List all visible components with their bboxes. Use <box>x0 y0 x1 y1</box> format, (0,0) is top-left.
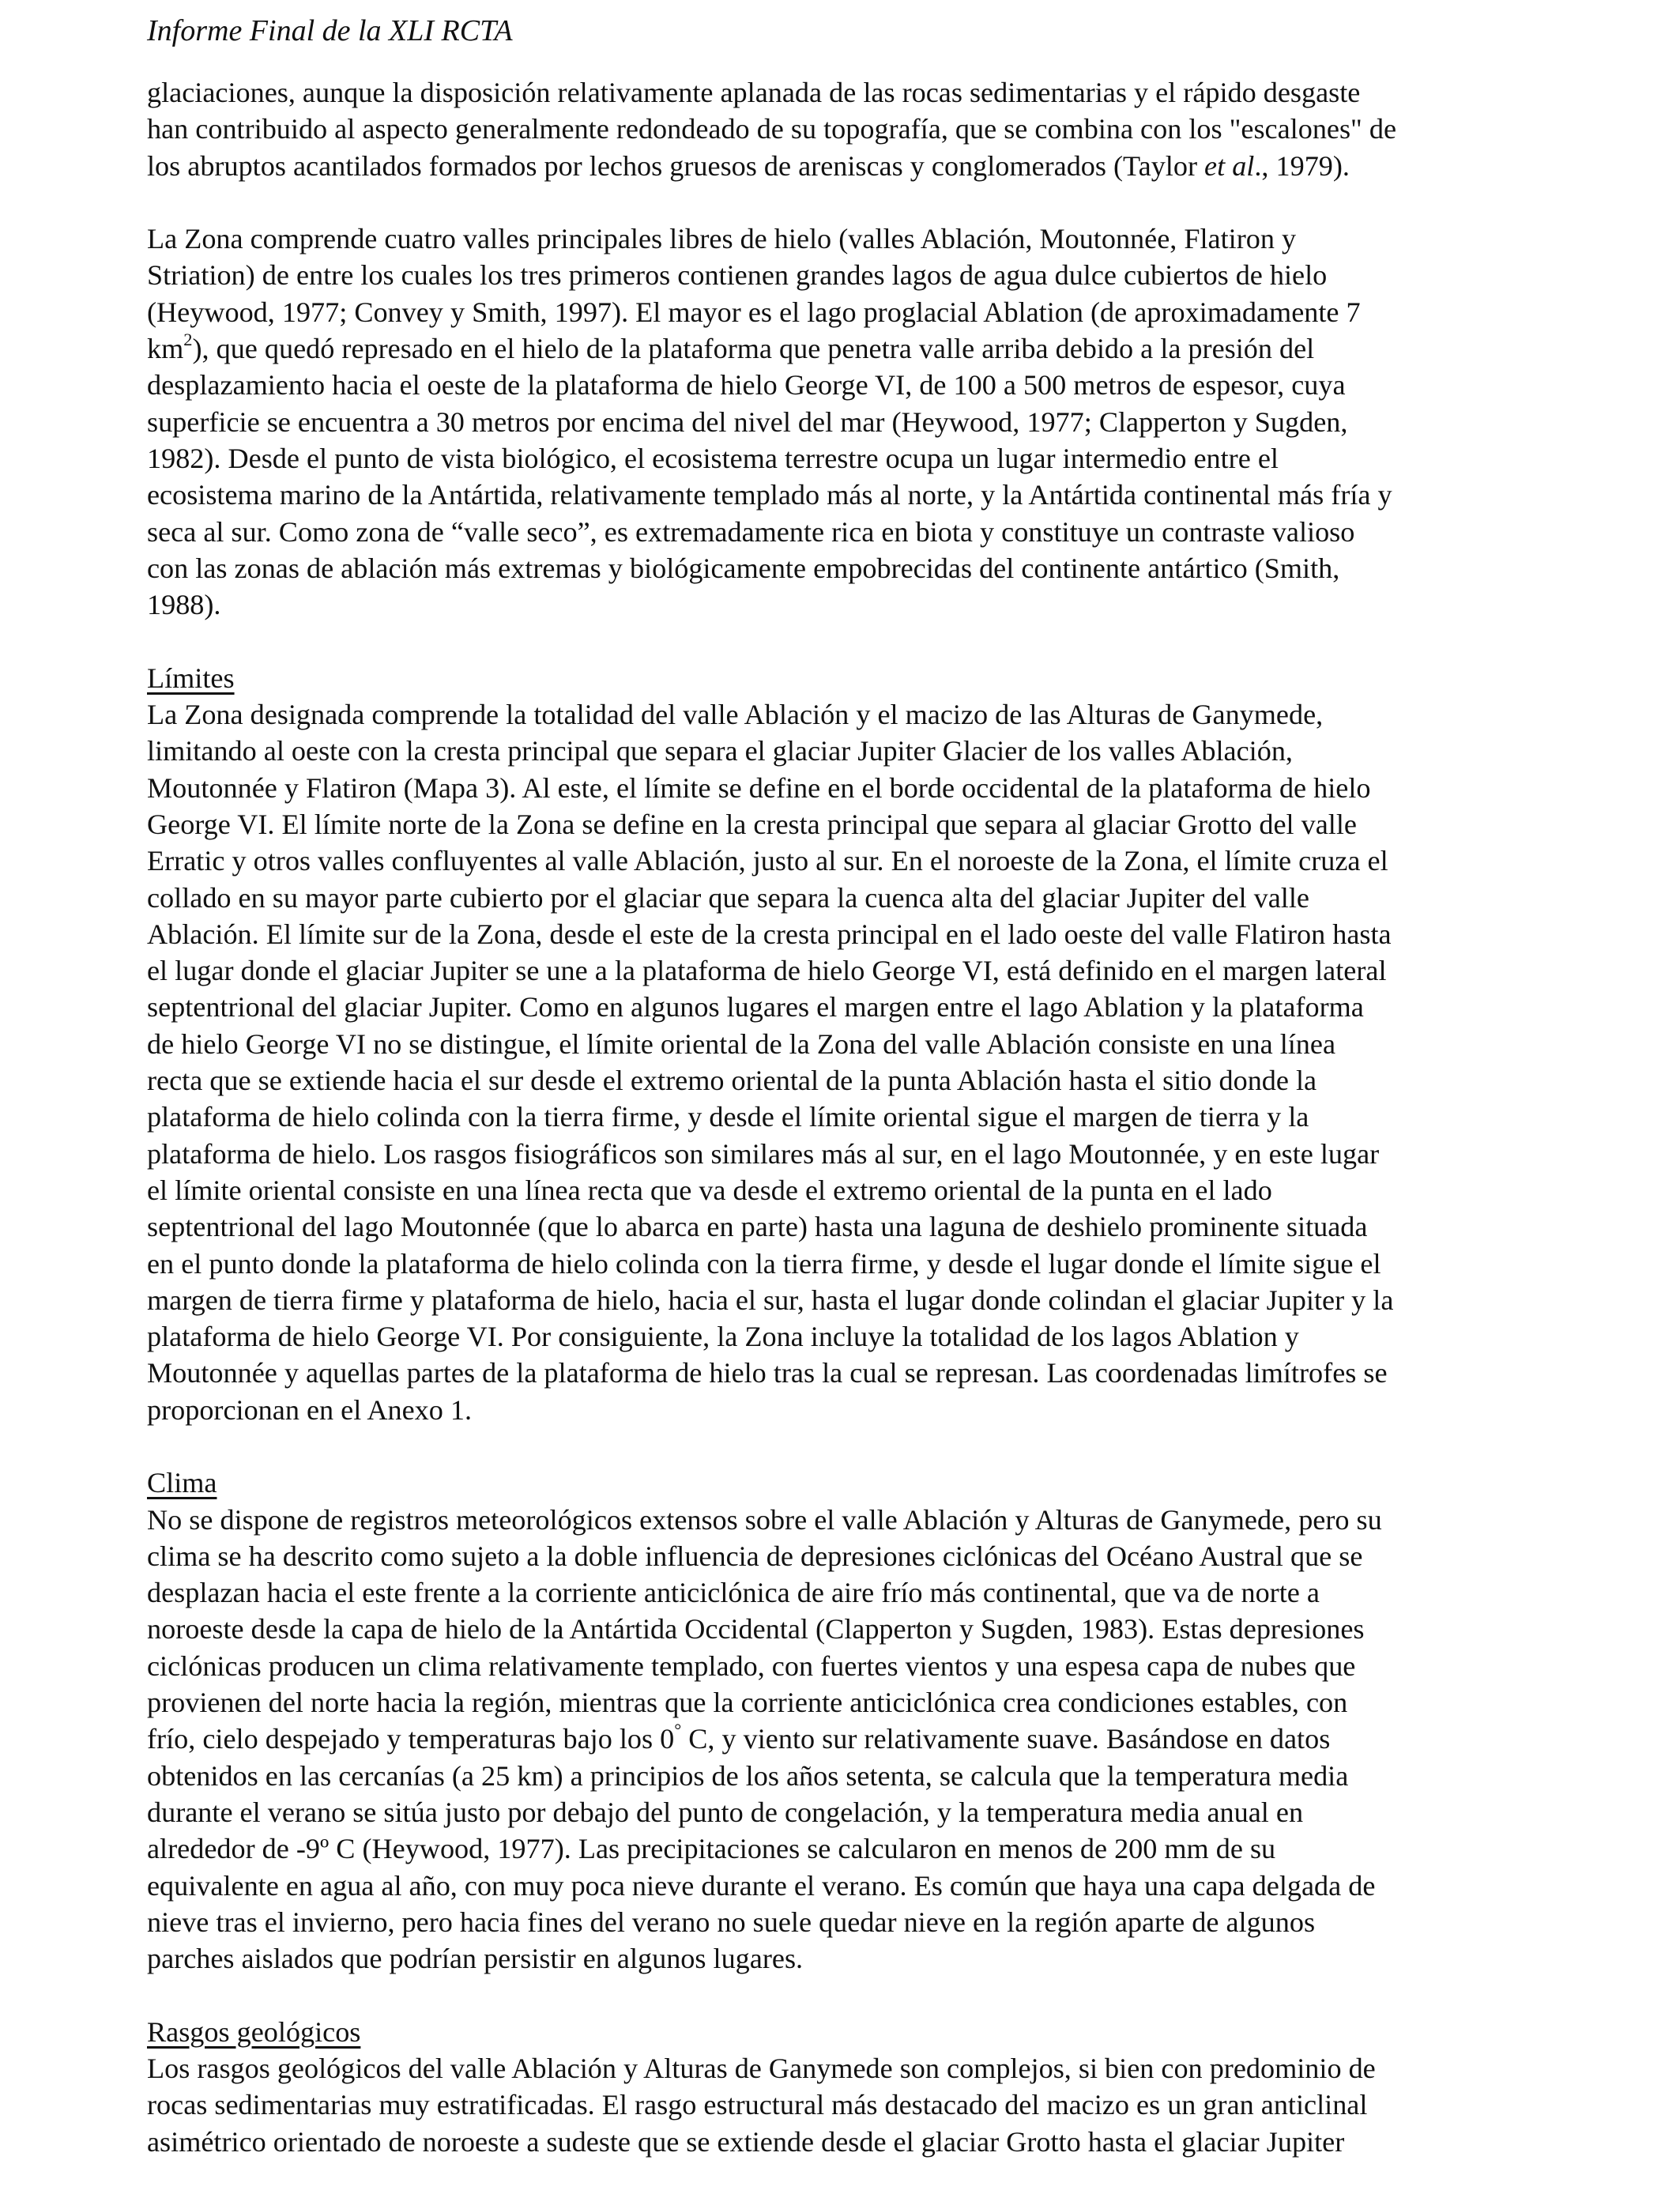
text-line: limitando al oeste con la cresta principal que separa el glaciar Jupiter Glacier de los valles Ablación, <box>147 735 1293 767</box>
text-line: de hielo George VI no se distingue, el límite oriental de la Zona del valle Ablación consiste en una línea <box>147 1027 1336 1060</box>
text-run: ), que quedó represado en el hielo de la plataforma que penetra valle arriba debido a la presión del <box>192 333 1315 365</box>
text-line: nieve tras el invierno, pero hacia fines del verano no suele quedar nieve en la región aparte de algunos <box>147 1906 1316 1938</box>
text-line: clima se ha descrito como sujeto a la doble influencia de depresiones ciclónicas del Océano Austral que se <box>147 1540 1363 1572</box>
text-line: La Zona designada comprende la totalidad del valle Ablación y el macizo de las Alturas de Ganymede, <box>147 699 1324 731</box>
text-line: el lugar donde el glaciar Jupiter se une a la plataforma de hielo George VI, está definido en el margen lateral <box>147 955 1387 987</box>
section-limites <box>147 660 1534 1428</box>
paragraph-geomorphology <box>147 74 1534 184</box>
text-line: septentrional del lago Moutonnée (que lo abarca en parte) hasta una laguna de deshielo prominente situada <box>147 1211 1368 1243</box>
text-line: 1982). Desde el punto de vista biológico, el ecosistema terrestre ocupa un lugar intermedio entre el <box>147 442 1279 474</box>
text-line: noroeste desde la capa de hielo de la Antártida Occidental (Clapperton y Sugden, 1983). Estas depresiones <box>147 1613 1365 1646</box>
text-line: plataforma de hielo George VI. Por consiguiente, la Zona incluye la totalidad de los lagos Ablation y <box>147 1321 1299 1353</box>
text-line: han contribuido al aspecto generalmente redondeado de su topografía, que se combina con los "escalones" de <box>147 113 1397 145</box>
text-line: rocas sedimentarias muy estratificadas. El rasgo estructural más destacado del macizo es un gran anticlinal <box>147 2089 1368 2121</box>
text-line: Ablación. El límite sur de la Zona, desde el este de la cresta principal en el lado oeste del valle Flatiron hasta <box>147 918 1392 950</box>
section-heading-limites: Límites <box>147 662 235 694</box>
superscript: 2 <box>183 329 193 349</box>
paragraph-valleys <box>147 221 1534 623</box>
text-line: seca al sur. Como zona de “valle seco”, es extremadamente rica en biota y constituye un contraste valioso <box>147 515 1355 548</box>
text-line: plataforma de hielo colinda con la tierra firme, y desde el límite oriental sigue el margen de tierra y la <box>147 1101 1309 1133</box>
text-line: parches aislados que podrían persistir en algunos lugares. <box>147 1943 804 1975</box>
text-line: Erratic y otros valles confluyentes al valle Ablación, justo al sur. En el noroeste de la Zona, el límite cruza el <box>147 845 1388 877</box>
section-clima <box>147 1465 1534 1977</box>
text-line: durante el verano se sitúa justo por debajo del punto de congelación, y la temperatura media anual en <box>147 1796 1304 1828</box>
text-run: km <box>147 333 184 365</box>
text-line <box>147 330 1534 367</box>
text-line: margen de tierra firme y plataforma de hielo, hacia el sur, hasta el lugar donde colindan el glaciar Jupiter y la <box>147 1284 1394 1316</box>
text-line: La Zona comprende cuatro valles principales libres de hielo (valles Ablación, Moutonnée, Flatiron y <box>147 223 1297 255</box>
italic-text: et al <box>1204 149 1255 182</box>
section-rasgos-geologicos <box>147 2014 1534 2160</box>
text-line: plataforma de hielo. Los rasgos fisiográficos son similares más al sur, en el lago Moutonnée, y en este lugar <box>147 1137 1380 1170</box>
text-line: desplazamiento hacia el oeste de la plataforma de hielo George VI, de 100 a 500 metros de espesor, cuya <box>147 369 1346 401</box>
text-line: asimétrico orientado de noroeste a sudeste que se extiende desde el glaciar Grotto hasta el glaciar Jupiter <box>147 2125 1345 2158</box>
text-line: ecosistema marino de la Antártida, relativamente templado más al norte, y la Antártida continental más fría y <box>147 479 1392 511</box>
text-line: (Heywood, 1977; Convey y Smith, 1997). El mayor es el lago proglacial Ablation (de aproximadamente 7 <box>147 296 1361 328</box>
text-line: superficie se encuentra a 30 metros por encima del nivel del mar (Heywood, 1977; Clapperton y Sugden, <box>147 405 1348 438</box>
text-line <box>147 1721 1534 1757</box>
text-line: equivalente en agua al año, con muy poca nieve durante el verano. Es común que haya una capa delgada de <box>147 1869 1376 1902</box>
text-line: Los rasgos geológicos del valle Ablación y Alturas de Ganymede son complejos, si bien con predominio de <box>147 2053 1376 2085</box>
text-line <box>147 148 1534 184</box>
text-line: en el punto donde la plataforma de hielo colinda con la tierra firme, y desde el lugar donde el límite sigue el <box>147 1247 1381 1280</box>
superscript: ° <box>674 1719 682 1740</box>
text-line: alrededor de -9º C (Heywood, 1977). Las precipitaciones se calcularon en menos de 200 mm de su <box>147 1833 1276 1865</box>
text-line: desplazan hacia el este frente a la corriente anticiclónica de aire frío más continental, que va de norte a <box>147 1577 1320 1609</box>
text-line: Moutonnée y aquellas partes de la plataforma de hielo tras la cual se represan. Las coordenadas limítrofes se <box>147 1357 1388 1389</box>
text-line: provienen del norte hacia la región, mientras que la corriente anticiclónica crea condiciones estables, con <box>147 1687 1348 1719</box>
text-run: los abruptos acantilados formados por lechos gruesos de areniscas y conglomerados (Taylor <box>147 149 1205 182</box>
text-run: frío, cielo despejado y temperaturas bajo los 0 <box>147 1723 675 1755</box>
document-body <box>147 74 1534 2160</box>
text-line: 1988). <box>147 589 221 621</box>
text-run: C, y viento sur relativamente suave. Basándose en datos <box>681 1723 1331 1755</box>
text-line: No se dispone de registros meteorológicos extensos sobre el valle Ablación y Alturas de Ganymede, pero su <box>147 1503 1382 1536</box>
text-line: Moutonnée y Flatiron (Mapa 3). Al este, el límite se define en el borde occidental de la plataforma de hielo <box>147 771 1371 804</box>
text-line: ciclónicas producen un clima relativamente templado, con fuertes vientos y una espesa capa de nubes que <box>147 1649 1356 1682</box>
text-run: ., 1979). <box>1254 149 1350 182</box>
section-heading-clima: Clima <box>147 1467 217 1499</box>
section-heading-rasgos-geologicos: Rasgos geológicos <box>147 2015 361 2048</box>
text-line: proporcionan en el Anexo 1. <box>147 1393 473 1426</box>
running-header: Informe Final de la XLI RCTA <box>147 14 513 47</box>
text-line: collado en su mayor parte cubierto por el glaciar que separa la cuenca alta del glaciar Jupiter del valle <box>147 881 1309 914</box>
text-line: el límite oriental consiste en una línea recta que va desde el extremo oriental de la punta en el lado <box>147 1174 1272 1206</box>
text-line: obtenidos en las cercanías (a 25 km) a principios de los años setenta, se calcula que la temperatura media <box>147 1759 1349 1792</box>
text-line: septentrional del glaciar Jupiter. Como en algunos lugares el margen entre el lago Ablation y la plataforma <box>147 991 1364 1023</box>
text-line: George VI. El límite norte de la Zona se define en la cresta principal que separa al glaciar Grotto del valle <box>147 808 1357 840</box>
text-line: glaciaciones, aunque la disposición relativamente aplanada de las rocas sedimentarias y el rápido desgaste <box>147 77 1361 108</box>
text-line: Striation) de entre los cuales los tres primeros contienen grandes lagos de agua dulce cubiertos de hielo <box>147 259 1328 292</box>
text-line: recta que se extiende hacia el sur desde el extremo oriental de la punta Ablación hasta el sitio donde la <box>147 1065 1317 1097</box>
text-line: con las zonas de ablación más extremas y biológicamente empobrecidas del continente antártico (Smith, <box>147 552 1340 584</box>
